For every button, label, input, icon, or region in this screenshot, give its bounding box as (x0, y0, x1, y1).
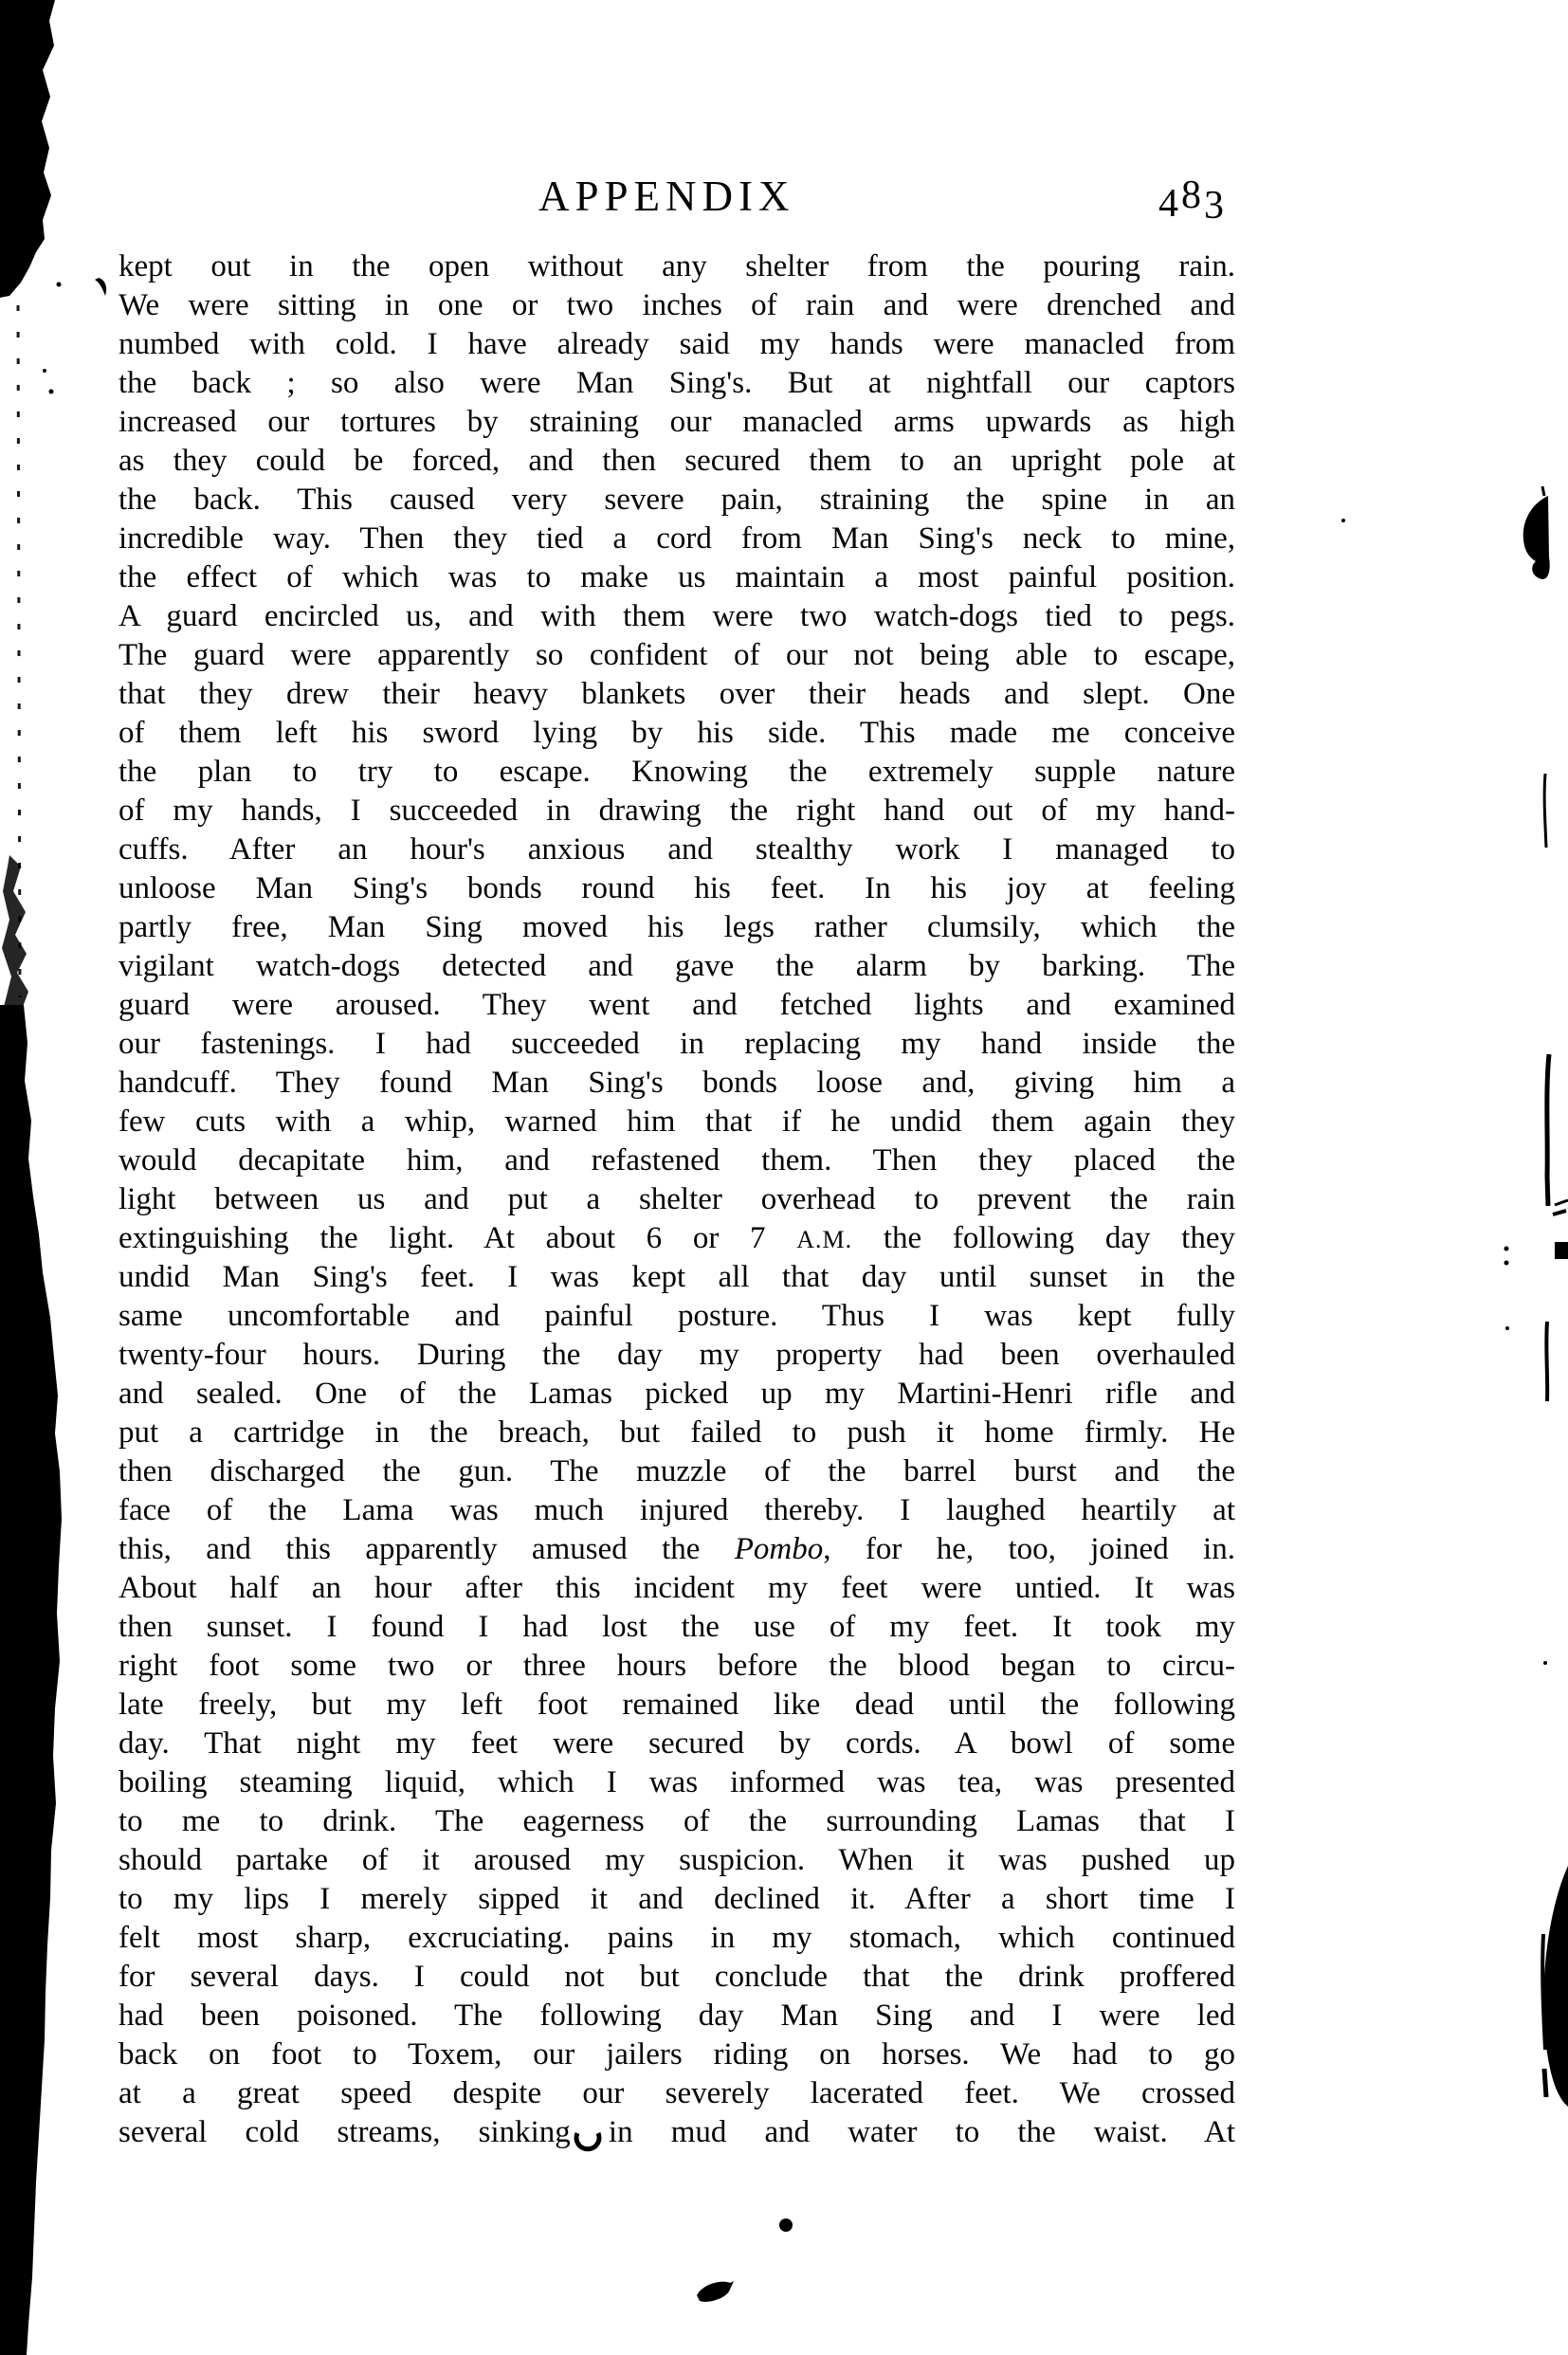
text-line (119, 1064, 1235, 1103)
page-number-digit: 4 (1158, 182, 1181, 226)
text-line (119, 792, 1235, 831)
text-segment: few cuts with a whip, warned him that if he undid them again they (119, 1104, 1235, 1139)
text-segment: for several days. I could not but conclude that the drink proffered (119, 1960, 1235, 1994)
text-segment: extinguishing the light. At about 6 or 7 (119, 1221, 797, 1255)
text-segment: A.M. (796, 1226, 853, 1253)
text-segment: We were sitting in one or two inches of rain and were drenched and (119, 288, 1235, 322)
text-line (119, 1103, 1235, 1141)
left-crease-dots (18, 305, 20, 997)
text-segment: undid Man Sing's feet. I was kept all that day until sunset in the (119, 1260, 1235, 1294)
page-number-digit: 8 (1181, 173, 1204, 217)
speck (57, 283, 62, 287)
text-segment: would decapitate him, and refastened them. Then they placed the (119, 1143, 1235, 1178)
text-line (119, 831, 1235, 869)
text-segment: the following day they (852, 1221, 1235, 1255)
body-text (119, 247, 1235, 2152)
speck (1341, 519, 1345, 522)
text-line (119, 1958, 1235, 1997)
text-line (119, 1725, 1235, 1763)
text-segment: partly free, Man Sing moved his legs rather clumsily, which the (119, 910, 1235, 944)
text-segment: cuffs. After an hour's anxious and stealthy work I managed to (119, 832, 1235, 867)
text-segment: About half an hour after this incident my feet were untied. It was (119, 1571, 1235, 1605)
right-crease-crescent (1543, 1866, 1568, 2107)
speck (1505, 1326, 1509, 1330)
text-segment: twenty-four hours. During the day my property had been overhauled (119, 1338, 1235, 1372)
text-line (119, 1997, 1235, 2036)
text-line (119, 325, 1235, 364)
text-line (119, 714, 1235, 753)
text-line (119, 869, 1235, 908)
text-line (119, 1336, 1235, 1375)
text-line (119, 481, 1235, 520)
text-segment: and sealed. One of the Lamas picked up my Martini-Henri rifle and (119, 1377, 1235, 1411)
text-line (119, 1180, 1235, 1219)
right-tick (1542, 486, 1544, 496)
text-line (119, 442, 1235, 481)
text-segment: back on foot to Toxem, our jailers riding on horses. We had to go (119, 2037, 1235, 2072)
text-line (119, 520, 1235, 558)
text-segment: had been poisoned. The following day Man Sing and I were led (119, 1999, 1235, 2033)
text-line (119, 1258, 1235, 1297)
right-scratch (1546, 1322, 1547, 1401)
right-crease-line (1542, 1934, 1545, 2050)
text-line (119, 1219, 1235, 1258)
text-segment: of them left his sword lying by his side. This made me conceive (119, 716, 1235, 750)
text-segment: that they drew their heavy blankets over their heads and slept. One (119, 677, 1235, 711)
text-segment: , for he, too, joined in. (823, 1532, 1235, 1566)
text-line (119, 364, 1235, 403)
text-segment: Pombo (734, 1532, 824, 1566)
text-line (119, 1530, 1235, 1569)
text-line (119, 2074, 1235, 2113)
text-line (119, 403, 1235, 442)
text-line (119, 1025, 1235, 1064)
text-segment: vigilant watch-dogs detected and gave the alarm by barking. The (119, 949, 1235, 983)
text-segment: the plan to try to escape. Knowing the extremely supple nature (119, 755, 1235, 789)
text-segment: A guard encircled us, and with them were two watch-dogs tied to pegs. (119, 599, 1235, 633)
text-line (119, 636, 1235, 675)
text-line (119, 675, 1235, 714)
speck (1504, 1247, 1509, 1251)
text-line (119, 1763, 1235, 1802)
speck (49, 390, 54, 394)
text-line (119, 908, 1235, 947)
text-segment: this, and this apparently amused the (119, 1532, 735, 1566)
right-scratch (1544, 774, 1546, 848)
left-edge-band (0, 1005, 62, 2355)
text-line (119, 1569, 1235, 1608)
text-segment: unloose Man Sing's bonds round his feet. In his joy at feeling (119, 871, 1235, 905)
text-segment: several cold streams, sinking in mud and water to the waist. At (119, 2115, 1235, 2149)
right-scratch (1547, 1054, 1549, 1206)
text-line (119, 1414, 1235, 1452)
text-line (119, 597, 1235, 636)
text-segment: numbed with cold. I have already said my hands were manacled from (119, 327, 1235, 361)
text-line (119, 1686, 1235, 1725)
page-number-digit: 3 (1204, 184, 1227, 228)
text-segment: at a great speed despite our severely lacerated feet. We crossed (119, 2076, 1235, 2110)
text-segment: the back. This caused very severe pain, straining the spine in an (119, 483, 1235, 517)
text-segment: increased our tortures by straining our manacled arms upwards as high (119, 405, 1235, 439)
text-line (119, 1452, 1235, 1491)
text-line (119, 1880, 1235, 1919)
text-segment: guard were aroused. They went and fetched lights and examined (119, 988, 1235, 1022)
speck (1560, 1965, 1564, 1969)
text-segment: right foot some two or three hours before the blood began to circu- (119, 1649, 1235, 1683)
text-line (119, 1491, 1235, 1530)
text-segment: handcuff. They found Man Sing's bonds loose and, giving him a (119, 1066, 1235, 1100)
text-line (119, 1841, 1235, 1880)
text-segment: late freely, but my left foot remained like dead until the following (119, 1688, 1235, 1722)
text-line (119, 986, 1235, 1025)
text-line (119, 947, 1235, 986)
text-segment: as they could be forced, and then secured them to an upright pole at (119, 444, 1235, 478)
right-square-blob (1555, 1242, 1568, 1259)
text-segment: boiling steaming liquid, which I was informed was tea, was presented (119, 1765, 1235, 1799)
text-segment: felt most sharp, excruciating. pains in my stomach, which continued (119, 1921, 1235, 1955)
speck (1543, 1661, 1547, 1665)
text-line (119, 2036, 1235, 2074)
bottom-blob (697, 2281, 734, 2302)
right-comma-blob (1523, 496, 1550, 579)
text-segment: The guard were apparently so confident of our not being able to escape, (119, 638, 1235, 672)
speck (1504, 1261, 1509, 1266)
text-segment: the effect of which was to make us maintain a most painful position. (119, 560, 1235, 594)
text-segment: then sunset. I found I had lost the use of my feet. It took my (119, 1610, 1235, 1644)
speck (43, 369, 46, 373)
text-line (119, 2113, 1235, 2152)
text-line (119, 1919, 1235, 1958)
right-crease-tick (1544, 2069, 1546, 2097)
margin-tick (95, 278, 106, 296)
text-line (119, 247, 1235, 286)
text-segment: to my lips I merely sipped it and declined it. After a short time I (119, 1882, 1235, 1916)
text-segment: light between us and put a shelter overhead to prevent the rain (119, 1182, 1235, 1216)
text-segment: of my hands, I succeeded in drawing the right hand out of my hand- (119, 794, 1235, 828)
text-segment: should partake of it aroused my suspicion. When it was pushed up (119, 1843, 1235, 1877)
text-line (119, 1297, 1235, 1336)
page-title: APPENDIX (538, 173, 795, 220)
text-line (119, 753, 1235, 792)
left-edge-smudge (0, 0, 55, 298)
text-line (119, 1141, 1235, 1180)
text-segment: then discharged the gun. The muzzle of the barrel burst and the (119, 1454, 1235, 1488)
text-segment: put a cartridge in the breach, but failed to push it home firmly. He (119, 1415, 1235, 1450)
text-segment: face of the Lama was much injured thereby. I laughed heartily at (119, 1493, 1235, 1527)
text-segment: day. That night my feet were secured by cords. A bowl of some (119, 1726, 1235, 1761)
page-number (1158, 173, 1227, 228)
text-line (119, 1375, 1235, 1414)
text-segment: the back ; so also were Man Sing's. But at nightfall our captors (119, 366, 1235, 400)
text-line (119, 1802, 1235, 1841)
bottom-dot (779, 2218, 793, 2232)
right-dash (1553, 1211, 1566, 1214)
right-dash (1555, 1200, 1568, 1205)
text-segment: same uncomfortable and painful posture. Thus I was kept fully (119, 1299, 1235, 1333)
text-line (119, 558, 1235, 597)
text-segment: to me to drink. The eagerness of the surrounding Lamas that I (119, 1804, 1235, 1838)
text-segment: our fastenings. I had succeeded in replacing my hand inside the (119, 1027, 1235, 1061)
text-line (119, 1647, 1235, 1686)
text-line (119, 286, 1235, 325)
text-line (119, 1608, 1235, 1647)
text-segment: kept out in the open without any shelter from the pouring rain. (119, 249, 1235, 283)
left-speckle-band (2, 855, 28, 1007)
text-segment: incredible way. Then they tied a cord from Man Sing's neck to mine, (119, 521, 1235, 556)
